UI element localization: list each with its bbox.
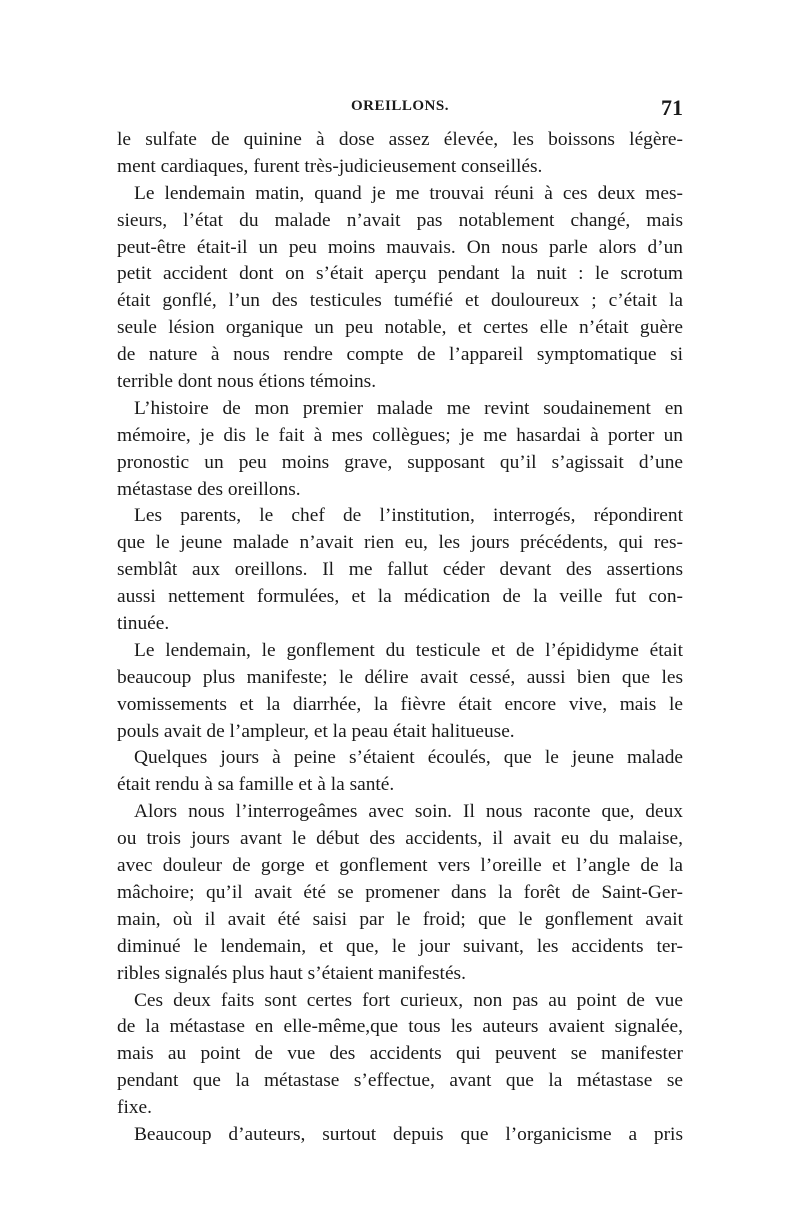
- text-line: vomissements et la diarrhée, la fièvre était encore vive, mais le: [117, 693, 683, 715]
- text-line: main, où il avait été saisi par le froid; que le gonflement avait: [117, 908, 683, 930]
- text-line: sieurs, l’état du malade n’avait pas notablement changé, mais: [117, 209, 683, 231]
- text-line: ou trois jours avant le début des accidents, il avait eu du malaise,: [117, 828, 683, 850]
- text-line: semblât aux oreillons. Il me fallut céder devant des assertions: [117, 559, 683, 581]
- text-line: fixe.: [117, 1097, 152, 1119]
- text-line: Le lendemain matin, quand je me trouvai réuni à ces deux mes-: [134, 182, 683, 204]
- text-line: seule lésion organique un peu notable, et certes elle n’était guère: [117, 317, 683, 339]
- text-line: était rendu à sa famille et à la santé.: [117, 774, 395, 796]
- text-line: était gonflé, l’un des testicules tuméfié et douloureux ; c’était la: [117, 290, 683, 312]
- text-line: pronostic un peu moins grave, supposant qu’il s’agissait d’une: [117, 451, 683, 473]
- text-line: que le jeune malade n’avait rien eu, les jours précédents, qui res-: [117, 532, 683, 554]
- text-line: terrible dont nous étions témoins.: [117, 371, 377, 393]
- text-line: mémoire, je dis le fait à mes collègues; je me hasardai à porter un: [117, 424, 683, 446]
- text-line: diminué le lendemain, et que, le jour suivant, les accidents ter-: [117, 935, 683, 957]
- text-line: de nature à nous rendre compte de l’appareil symptomatique si: [117, 344, 683, 366]
- text-line: tinuée.: [117, 613, 170, 635]
- text-line: Alors nous l’interrogeâmes avec soin. Il nous raconte que, deux: [134, 801, 683, 823]
- text-line: le sulfate de quinine à dose assez élevée, les boissons légère-: [117, 129, 683, 150]
- text-line: métastase des oreillons.: [117, 478, 301, 500]
- body-text: [117, 127, 683, 1149]
- text-line: peut-être était-il un peu moins mauvais. On nous parle alors d’un: [117, 236, 683, 258]
- text-line: Quelques jours à peine s’étaient écoulés, que le jeune malade: [134, 747, 683, 769]
- text-line: de la métastase en elle-même,que tous les auteurs avaient signalée,: [117, 1016, 683, 1038]
- page-header: [117, 95, 683, 128]
- text-line: Le lendemain, le gonflement du testicule et de l’épididyme était: [134, 639, 683, 661]
- text-line: pouls avait de l’ampleur, et la peau était halitueuse.: [117, 720, 515, 742]
- text-line: Beaucoup d’auteurs, surtout depuis que l’organicisme a pris: [134, 1123, 683, 1145]
- text-line: ribles signalés plus haut s’étaient manifestés.: [117, 962, 466, 984]
- text-line: pendant que la métastase s’effectue, avant que la métastase se: [117, 1070, 683, 1092]
- text-line: beaucoup plus manifeste; le délire avait cessé, aussi bien que les: [117, 666, 683, 688]
- text-line: L’histoire de mon premier malade me revint soudainement en: [134, 397, 683, 419]
- text-line: mais au point de vue des accidents qui peuvent se manifester: [117, 1043, 683, 1065]
- text-line: Les parents, le chef de l’institution, interrogés, répondirent: [134, 505, 683, 527]
- text-line: mâchoire; qu’il avait été se promener dans la forêt de Saint-Ger-: [117, 881, 683, 903]
- page-number: 71: [661, 95, 683, 120]
- text-line: Ces deux faits sont certes fort curieux, non pas au point de vue: [134, 989, 683, 1011]
- text-line: aussi nettement formulées, et la médication de la veille fut con-: [117, 586, 683, 608]
- text-line: avec douleur de gorge et gonflement vers l’oreille et l’angle de la: [117, 855, 683, 877]
- text-line: petit accident dont on s’était aperçu pendant la nuit : le scrotum: [117, 263, 683, 285]
- text-line: ment cardiaques, furent très-judicieusement conseillés.: [117, 155, 543, 177]
- running-title: OREILLONS.: [351, 98, 449, 114]
